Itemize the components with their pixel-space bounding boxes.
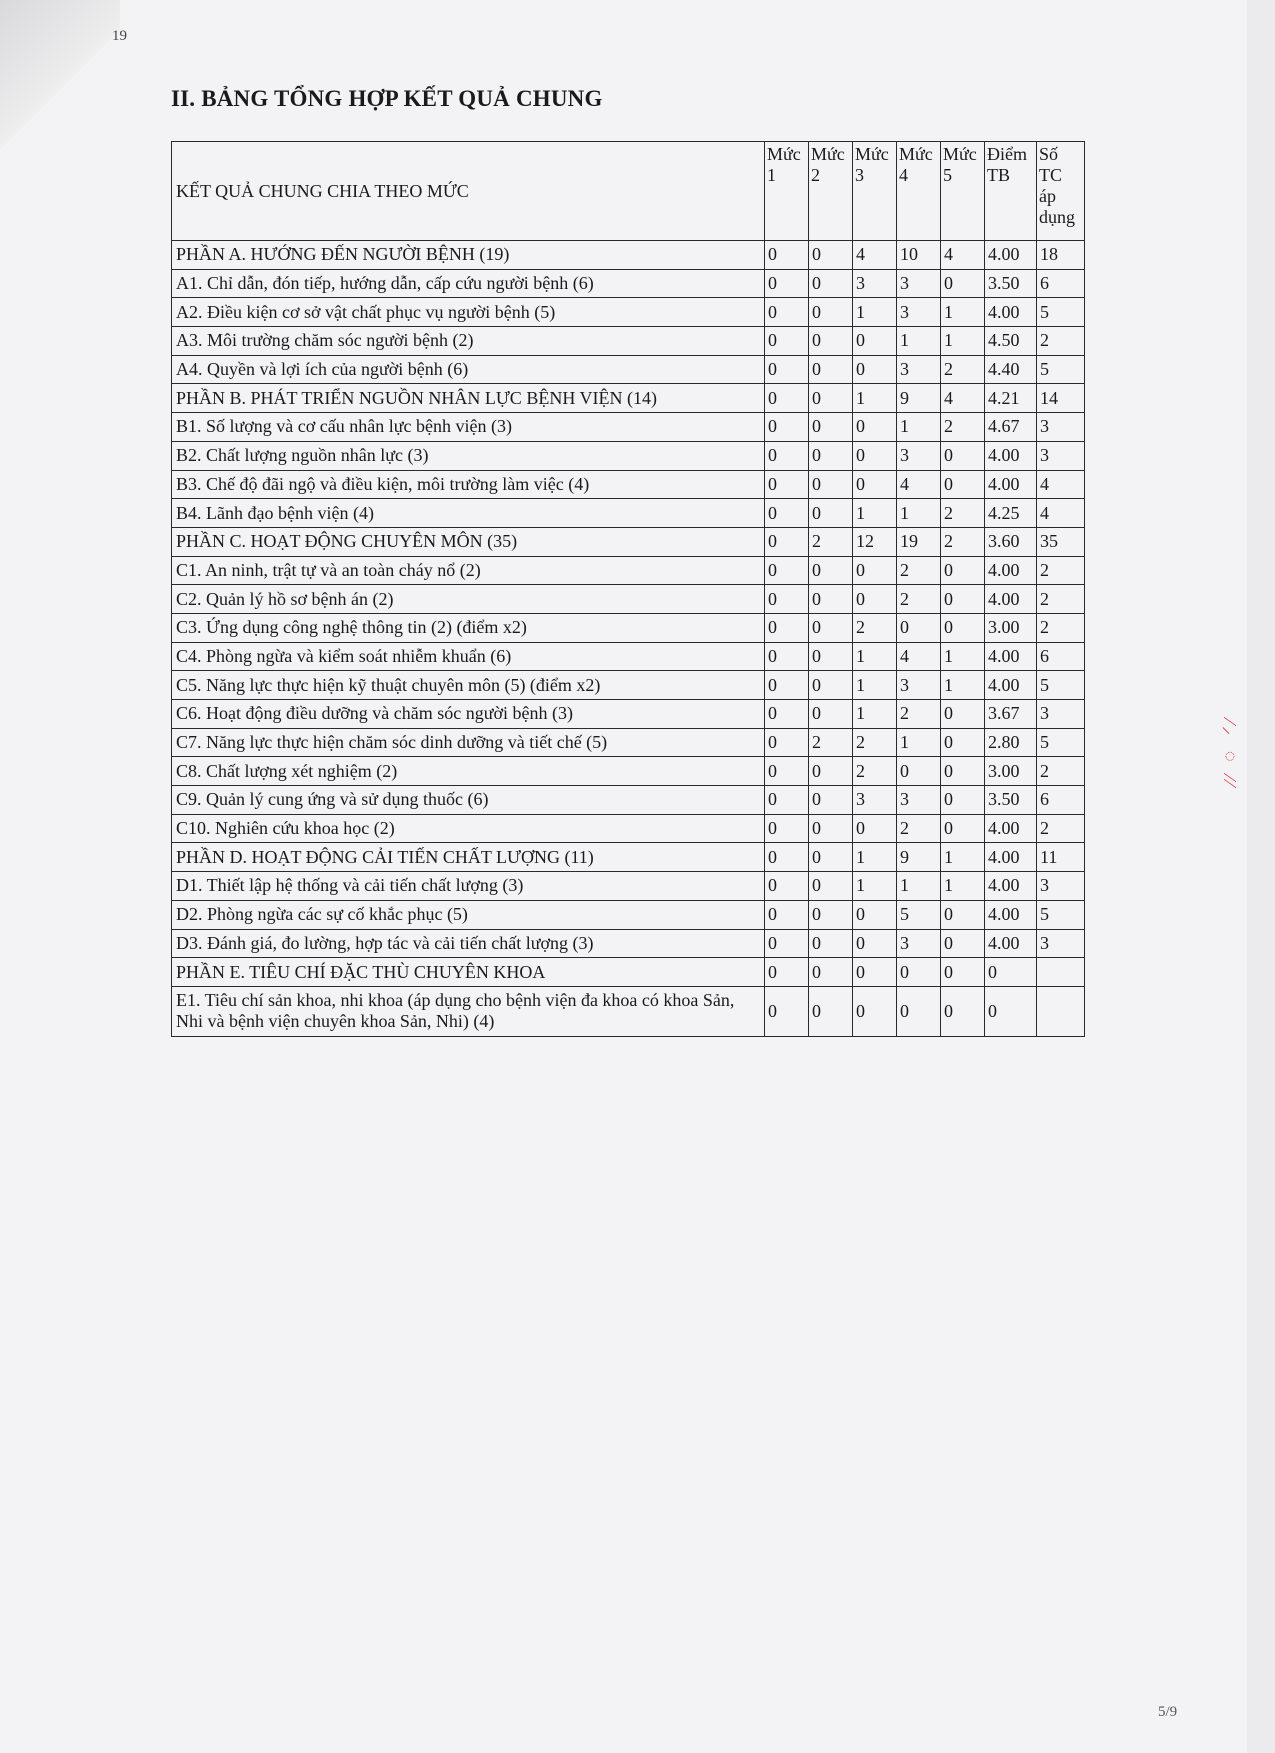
muc2-cell: 0: [809, 786, 853, 815]
muc5-cell: 1: [941, 327, 985, 356]
muc5-cell: 0: [941, 814, 985, 843]
muc3-cell: 1: [853, 872, 897, 901]
muc5-cell: 4: [941, 384, 985, 413]
muc3-header: Mức 3: [853, 142, 897, 241]
muc4-cell: 1: [897, 728, 941, 757]
diem-tb-cell: 2.80: [985, 728, 1037, 757]
muc4-cell: 1: [897, 499, 941, 528]
muc3-cell: 1: [853, 843, 897, 872]
so-tc-cell: 5: [1037, 671, 1085, 700]
muc1-cell: 0: [765, 241, 809, 270]
muc3-cell: 1: [853, 298, 897, 327]
muc2-cell: 0: [809, 327, 853, 356]
page-edge-shadow: [1247, 0, 1275, 1753]
name-cell: C3. Ứng dụng công nghệ thông tin (2) (điểm x2): [172, 613, 765, 642]
table-row: [172, 499, 1085, 528]
table-row: [172, 958, 1085, 987]
muc3-cell: 1: [853, 700, 897, 729]
muc2-cell: 0: [809, 843, 853, 872]
muc4-cell: 3: [897, 269, 941, 298]
so-tc-cell: 2: [1037, 585, 1085, 614]
table-row: [172, 986, 1085, 1036]
so-tc-cell: 5: [1037, 728, 1085, 757]
name-cell: B1. Số lượng và cơ cấu nhân lực bệnh viện (3): [172, 413, 765, 442]
so-tc-cell: 3: [1037, 872, 1085, 901]
table-row: [172, 355, 1085, 384]
diem-tb-cell: 4.00: [985, 585, 1037, 614]
diem-tb-cell: 3.00: [985, 613, 1037, 642]
muc3-cell: 0: [853, 355, 897, 384]
muc5-cell: 0: [941, 958, 985, 987]
muc2-cell: 0: [809, 757, 853, 786]
name-cell: PHẦN E. TIÊU CHÍ ĐẶC THÙ CHUYÊN KHOA: [172, 958, 765, 987]
muc1-cell: 0: [765, 441, 809, 470]
diem-tb-cell: 3.50: [985, 269, 1037, 298]
muc3-cell: 0: [853, 327, 897, 356]
table-row: [172, 757, 1085, 786]
muc1-cell: 0: [765, 728, 809, 757]
muc4-cell: 0: [897, 613, 941, 642]
muc3-cell: 0: [853, 958, 897, 987]
muc5-cell: 2: [941, 499, 985, 528]
muc2-cell: 0: [809, 298, 853, 327]
diem-tb-cell: 4.00: [985, 843, 1037, 872]
name-cell: A2. Điều kiện cơ sở vật chất phục vụ người bệnh (5): [172, 298, 765, 327]
name-cell: B3. Chế độ đãi ngộ và điều kiện, môi trường làm việc (4): [172, 470, 765, 499]
muc1-cell: 0: [765, 757, 809, 786]
name-cell: D2. Phòng ngừa các sự cố khắc phục (5): [172, 900, 765, 929]
handwritten-margin-mark: ⁄⸝ ◌ ⁄⁄: [1220, 720, 1240, 789]
table-row: [172, 384, 1085, 413]
muc1-cell: 0: [765, 585, 809, 614]
so-tc-header: Số TC áp dụng: [1037, 142, 1085, 241]
so-tc-cell: 3: [1037, 700, 1085, 729]
table-row: [172, 298, 1085, 327]
muc5-header: Mức 5: [941, 142, 985, 241]
muc4-cell: 3: [897, 671, 941, 700]
muc5-cell: 0: [941, 613, 985, 642]
muc4-cell: 2: [897, 556, 941, 585]
muc2-cell: 0: [809, 814, 853, 843]
muc5-cell: 2: [941, 355, 985, 384]
so-tc-cell: 5: [1037, 298, 1085, 327]
name-cell: C4. Phòng ngừa và kiểm soát nhiễm khuẩn (6): [172, 642, 765, 671]
muc3-cell: 2: [853, 757, 897, 786]
table-row: [172, 327, 1085, 356]
so-tc-cell: 6: [1037, 269, 1085, 298]
table-row: [172, 872, 1085, 901]
muc3-cell: 2: [853, 613, 897, 642]
muc2-cell: 0: [809, 929, 853, 958]
diem-tb-cell: 4.00: [985, 470, 1037, 499]
muc2-cell: 0: [809, 700, 853, 729]
muc1-header: Mức 1: [765, 142, 809, 241]
name-cell: C9. Quản lý cung ứng và sử dụng thuốc (6): [172, 786, 765, 815]
table-row: [172, 929, 1085, 958]
muc2-cell: 0: [809, 470, 853, 499]
table-row: [172, 413, 1085, 442]
so-tc-cell: 4: [1037, 470, 1085, 499]
diem-tb-cell: 4.00: [985, 929, 1037, 958]
muc2-cell: 0: [809, 613, 853, 642]
name-cell: PHẦN D. HOẠT ĐỘNG CẢI TIẾN CHẤT LƯỢNG (11): [172, 843, 765, 872]
muc1-cell: 0: [765, 814, 809, 843]
so-tc-cell: 3: [1037, 929, 1085, 958]
diem-tb-cell: 4.00: [985, 441, 1037, 470]
so-tc-cell: 14: [1037, 384, 1085, 413]
muc3-cell: 0: [853, 986, 897, 1036]
diem-tb-cell: 4.00: [985, 241, 1037, 270]
muc5-cell: 2: [941, 413, 985, 442]
diem-tb-cell: 4.00: [985, 900, 1037, 929]
diem-tb-cell: 4.00: [985, 556, 1037, 585]
muc2-cell: 0: [809, 355, 853, 384]
muc2-cell: 0: [809, 986, 853, 1036]
muc5-cell: 1: [941, 872, 985, 901]
table-row: [172, 441, 1085, 470]
muc2-header: Mức 2: [809, 142, 853, 241]
name-cell: C8. Chất lượng xét nghiệm (2): [172, 757, 765, 786]
muc4-cell: 9: [897, 843, 941, 872]
muc2-cell: 0: [809, 269, 853, 298]
table-row: [172, 728, 1085, 757]
muc5-cell: 0: [941, 470, 985, 499]
muc5-cell: 1: [941, 671, 985, 700]
muc1-cell: 0: [765, 786, 809, 815]
table-body: [172, 241, 1085, 1037]
muc2-cell: 0: [809, 872, 853, 901]
muc2-cell: 0: [809, 441, 853, 470]
muc1-cell: 0: [765, 843, 809, 872]
table-row: [172, 527, 1085, 556]
muc1-cell: 0: [765, 355, 809, 384]
so-tc-cell: 2: [1037, 814, 1085, 843]
muc2-cell: 0: [809, 384, 853, 413]
muc2-cell: 2: [809, 728, 853, 757]
muc3-cell: 1: [853, 384, 897, 413]
so-tc-cell: 6: [1037, 786, 1085, 815]
muc3-cell: 4: [853, 241, 897, 270]
diem-tb-cell: 3.50: [985, 786, 1037, 815]
criteria-header: KẾT QUẢ CHUNG CHIA THEO MỨC: [172, 142, 765, 241]
diem-tb-cell: 4.00: [985, 814, 1037, 843]
muc3-cell: 12: [853, 527, 897, 556]
table-row: [172, 556, 1085, 585]
muc3-cell: 0: [853, 470, 897, 499]
table-row: [172, 585, 1085, 614]
muc4-cell: 0: [897, 757, 941, 786]
muc4-cell: 4: [897, 642, 941, 671]
name-cell: PHẦN B. PHÁT TRIỂN NGUỒN NHÂN LỰC BỆNH VIỆN (14): [172, 384, 765, 413]
muc4-cell: 2: [897, 814, 941, 843]
muc2-cell: 0: [809, 642, 853, 671]
muc1-cell: 0: [765, 700, 809, 729]
so-tc-cell: [1037, 958, 1085, 987]
muc4-cell: 3: [897, 786, 941, 815]
diem-tb-cell: 4.25: [985, 499, 1037, 528]
table-row: [172, 700, 1085, 729]
muc3-cell: 1: [853, 642, 897, 671]
muc5-cell: 0: [941, 728, 985, 757]
table-row: [172, 269, 1085, 298]
name-cell: C10. Nghiên cứu khoa học (2): [172, 814, 765, 843]
table-row: [172, 786, 1085, 815]
table-header-row: [172, 142, 1085, 241]
name-cell: C2. Quản lý hồ sơ bệnh án (2): [172, 585, 765, 614]
muc5-cell: 1: [941, 843, 985, 872]
table-row: [172, 642, 1085, 671]
so-tc-cell: 3: [1037, 413, 1085, 442]
diem-tb-header: Điểm TB: [985, 142, 1037, 241]
folded-page-corner: [0, 0, 120, 150]
table-row: [172, 671, 1085, 700]
table-row: [172, 470, 1085, 499]
muc5-cell: 0: [941, 585, 985, 614]
so-tc-cell: 2: [1037, 327, 1085, 356]
muc5-cell: 0: [941, 441, 985, 470]
muc1-cell: 0: [765, 470, 809, 499]
muc2-cell: 0: [809, 241, 853, 270]
muc2-cell: 0: [809, 671, 853, 700]
muc1-cell: 0: [765, 671, 809, 700]
so-tc-cell: 35: [1037, 527, 1085, 556]
muc5-cell: 0: [941, 757, 985, 786]
diem-tb-cell: 4.50: [985, 327, 1037, 356]
muc4-cell: 4: [897, 470, 941, 499]
name-cell: A3. Môi trường chăm sóc người bệnh (2): [172, 327, 765, 356]
so-tc-cell: 4: [1037, 499, 1085, 528]
muc4-cell: 9: [897, 384, 941, 413]
so-tc-cell: 2: [1037, 757, 1085, 786]
muc3-cell: 0: [853, 556, 897, 585]
so-tc-cell: [1037, 986, 1085, 1036]
muc2-cell: 0: [809, 413, 853, 442]
top-page-marker: 19: [112, 28, 127, 44]
muc1-cell: 0: [765, 327, 809, 356]
so-tc-cell: 5: [1037, 900, 1085, 929]
diem-tb-cell: 4.21: [985, 384, 1037, 413]
muc5-cell: 0: [941, 556, 985, 585]
muc4-cell: 10: [897, 241, 941, 270]
name-cell: C6. Hoạt động điều dưỡng và chăm sóc người bệnh (3): [172, 700, 765, 729]
muc1-cell: 0: [765, 872, 809, 901]
name-cell: E1. Tiêu chí sản khoa, nhi khoa (áp dụng cho bệnh viện đa khoa có khoa Sản, Nhi và bệnh viện chuyên khoa Sản, Nhi) (4): [172, 986, 765, 1036]
muc5-cell: 0: [941, 900, 985, 929]
diem-tb-cell: 4.00: [985, 671, 1037, 700]
name-cell: D3. Đánh giá, đo lường, hợp tác và cải tiến chất lượng (3): [172, 929, 765, 958]
muc3-cell: 3: [853, 786, 897, 815]
muc4-cell: 1: [897, 872, 941, 901]
muc1-cell: 0: [765, 613, 809, 642]
table-row: [172, 814, 1085, 843]
muc4-cell: 1: [897, 413, 941, 442]
diem-tb-cell: 4.00: [985, 298, 1037, 327]
muc4-cell: 0: [897, 958, 941, 987]
muc4-cell: 0: [897, 986, 941, 1036]
section-title: II. BẢNG TỔNG HỢP KẾT QUẢ CHUNG: [171, 86, 603, 111]
table-row: [172, 241, 1085, 270]
muc2-cell: 2: [809, 527, 853, 556]
name-cell: C1. An ninh, trật tự và an toàn cháy nổ (2): [172, 556, 765, 585]
diem-tb-cell: 3.60: [985, 527, 1037, 556]
results-table: [171, 141, 1085, 1037]
diem-tb-cell: 4.67: [985, 413, 1037, 442]
muc3-cell: 1: [853, 499, 897, 528]
muc2-cell: 0: [809, 900, 853, 929]
name-cell: C5. Năng lực thực hiện kỹ thuật chuyên môn (5) (điểm x2): [172, 671, 765, 700]
muc5-cell: 0: [941, 929, 985, 958]
diem-tb-cell: 3.67: [985, 700, 1037, 729]
muc3-cell: 0: [853, 413, 897, 442]
name-cell: A4. Quyền và lợi ích của người bệnh (6): [172, 355, 765, 384]
name-cell: D1. Thiết lập hệ thống và cải tiến chất lượng (3): [172, 872, 765, 901]
muc1-cell: 0: [765, 384, 809, 413]
diem-tb-cell: 0: [985, 958, 1037, 987]
muc1-cell: 0: [765, 900, 809, 929]
muc5-cell: 1: [941, 298, 985, 327]
name-cell: C7. Năng lực thực hiện chăm sóc dinh dưỡng và tiết chế (5): [172, 728, 765, 757]
muc5-cell: 0: [941, 986, 985, 1036]
name-cell: A1. Chỉ dẫn, đón tiếp, hướng dẫn, cấp cứu người bệnh (6): [172, 269, 765, 298]
muc5-cell: 2: [941, 527, 985, 556]
muc2-cell: 0: [809, 958, 853, 987]
muc2-cell: 0: [809, 556, 853, 585]
name-cell: B2. Chất lượng nguồn nhân lực (3): [172, 441, 765, 470]
muc1-cell: 0: [765, 642, 809, 671]
muc1-cell: 0: [765, 499, 809, 528]
muc1-cell: 0: [765, 958, 809, 987]
so-tc-cell: 5: [1037, 355, 1085, 384]
diem-tb-cell: 4.40: [985, 355, 1037, 384]
muc4-cell: 5: [897, 900, 941, 929]
muc5-cell: 0: [941, 786, 985, 815]
muc5-cell: 0: [941, 269, 985, 298]
muc4-cell: 1: [897, 327, 941, 356]
diem-tb-cell: 3.00: [985, 757, 1037, 786]
muc1-cell: 0: [765, 929, 809, 958]
so-tc-cell: 11: [1037, 843, 1085, 872]
muc4-cell: 19: [897, 527, 941, 556]
name-cell: PHẦN A. HƯỚNG ĐẾN NGƯỜI BỆNH (19): [172, 241, 765, 270]
so-tc-cell: 3: [1037, 441, 1085, 470]
table-row: [172, 613, 1085, 642]
muc4-cell: 3: [897, 929, 941, 958]
muc3-cell: 0: [853, 900, 897, 929]
table-row: [172, 843, 1085, 872]
muc1-cell: 0: [765, 413, 809, 442]
page-number: 5/9: [1158, 1704, 1178, 1720]
muc3-cell: 1: [853, 671, 897, 700]
muc1-cell: 0: [765, 986, 809, 1036]
muc4-cell: 3: [897, 355, 941, 384]
muc2-cell: 0: [809, 499, 853, 528]
so-tc-cell: 6: [1037, 642, 1085, 671]
muc4-cell: 2: [897, 585, 941, 614]
muc3-cell: 0: [853, 585, 897, 614]
muc4-cell: 3: [897, 441, 941, 470]
table-row: [172, 900, 1085, 929]
muc1-cell: 0: [765, 527, 809, 556]
so-tc-cell: 18: [1037, 241, 1085, 270]
name-cell: B4. Lãnh đạo bệnh viện (4): [172, 499, 765, 528]
diem-tb-cell: 0: [985, 986, 1037, 1036]
diem-tb-cell: 4.00: [985, 642, 1037, 671]
muc4-cell: 2: [897, 700, 941, 729]
muc1-cell: 0: [765, 556, 809, 585]
muc3-cell: 3: [853, 269, 897, 298]
muc1-cell: 0: [765, 269, 809, 298]
muc3-cell: 0: [853, 441, 897, 470]
muc2-cell: 0: [809, 585, 853, 614]
muc4-cell: 3: [897, 298, 941, 327]
muc3-cell: 0: [853, 929, 897, 958]
so-tc-cell: 2: [1037, 556, 1085, 585]
muc5-cell: 4: [941, 241, 985, 270]
muc3-cell: 0: [853, 814, 897, 843]
muc4-header: Mức 4: [897, 142, 941, 241]
name-cell: PHẦN C. HOẠT ĐỘNG CHUYÊN MÔN (35): [172, 527, 765, 556]
muc5-cell: 0: [941, 700, 985, 729]
so-tc-cell: 2: [1037, 613, 1085, 642]
muc3-cell: 2: [853, 728, 897, 757]
muc5-cell: 1: [941, 642, 985, 671]
muc1-cell: 0: [765, 298, 809, 327]
diem-tb-cell: 4.00: [985, 872, 1037, 901]
